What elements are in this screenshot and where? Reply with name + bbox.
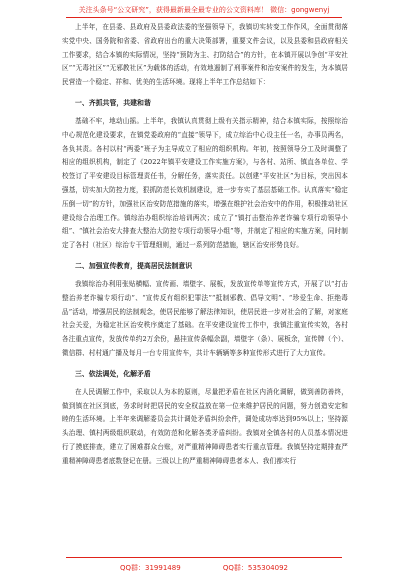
top-banner: 关注头条号“公文研究”，获得最新最全最专业的公文资料库！ 微信：gongwenyj bbox=[78, 6, 330, 14]
banner-divider bbox=[66, 17, 342, 18]
section-2-paragraph: 我镇综治办利用张贴横幅、宣传画、墙壁字、展板，发放宣传单等宣传方式，开展了以“打击整治养老诈骗专项行动”、“宣传反有组织犯罪法”“抵制邪教、倡导文明”、“珍爱生命、拒绝毒品”活动，增强居民的法制观念，使居民能够了解法律知识，使居民进一步对社会的了解，对家庭社会关爱，为稳定社区治安秩序奠定了基础。在平安建设宣传工作中，我镇注重宣传实效，各村各注重点宣传，发放传单约2万余份，悬挂宣传条幅余副，墙壁字（条）、展板余，宣传牌（个）、微信群、村村通广播及每月一台专用宣传车，共计车辆辆等多种宣传形式进行了大力宣传。 bbox=[62, 279, 348, 357]
section-1-paragraph: 基础不牢，地动山摇。上半年，我镇认真贯彻上级有关指示精神，结合本镇实际，按照综治中心规范化建设要求，在镇党委政府的“直接”领导下，成立综治中心设主任一名，办事员两名，各负其责。各村以村“两委”班子为主导成立了相应的组织机构。年初，按照领导分工及时调整了相应的组织机构，制定了《2022年镇平安建设工作实施方案》，与各村、站所、镇直各单位、学校签订了平安建设目标管理责任书，分解任务，落实责任。以创建“平安社区”为目标，突出因本强基，切实加大防控力度，狠抓防范长效机制建设，进一步夯实了基层基础工作。认真落实“稳定压倒一切”的方针，加强社区治安防范措施的落实，增强在维护社会治安中的作用，积极推动社区建设综合治理工作。镇综治办组织综治培训两次；成立了“镇打击整治养老诈骗专项行动领导小组”、“镇社会治安大排查大整治大防控专项行动领导小组”等，并制定了相应的实施方案，同时制定了各村（社区）综治专干管理细则，通过一系列防范措施，辖区治安形势良好。 bbox=[62, 116, 348, 250]
document-body bbox=[62, 21, 348, 469]
section-heading-3: 三、依法调处，化解矛盾 bbox=[75, 369, 151, 378]
intro-paragraph: 上半年，在县委、县政府及县委政法委的坚强领导下，我镇切实转变工作作风，全面贯彻落实党中央、国务院和省委、省政府出台的重大决策部署，重要文件会议，以及县委和县政府相关工作要求，结合本镇的实际情况，坚持“预防为主、打防结合”的方针，在本镇开展以争创“平安社区”“无毒社区”“无邪教社区”为载体的活动，有效地遏制了刑事案件和治安案件的发生，为本镇居民营造一个稳定、祥和、优美的生活环境。现将上半年工作总结如下： bbox=[62, 23, 348, 87]
footer-contacts bbox=[0, 563, 408, 573]
section-3-paragraph: 在人民调解工作中，采取以人为本的原则，尽量把矛盾在社区内消化调解，做到善防善终，做到镇在社区到底，务求时时把居民的安全权益放在第一位来维护居民的问题，努力创造安定和睦的生活环境。上半年来调解委员会共计调处矛盾纠纷余件，调处成功率达到95%以上；坚持源头治理、镇村两级组织联动，有效防范和化解各类矛盾纠纷。我镇对全镇各村的人员基本情况进行了摸底排查，建立了困难群众台账，对严重精神障碍患者实行重点管理。我镇坚持定期排查严重精神障碍患者底数登记在册。三级以上的严重精神障碍患者本人、我们都实行 bbox=[62, 387, 348, 465]
section-heading-2: 二、加强宣传教育，提高居民法制意识 bbox=[75, 261, 193, 270]
footer-divider bbox=[66, 557, 342, 558]
footer-qq-group-2: QQ群：535304092 bbox=[222, 564, 288, 572]
section-heading-1: 一、齐抓共管，共建和谐 bbox=[75, 98, 151, 107]
footer-qq-group-1: QQ群：31991489 bbox=[120, 564, 181, 572]
